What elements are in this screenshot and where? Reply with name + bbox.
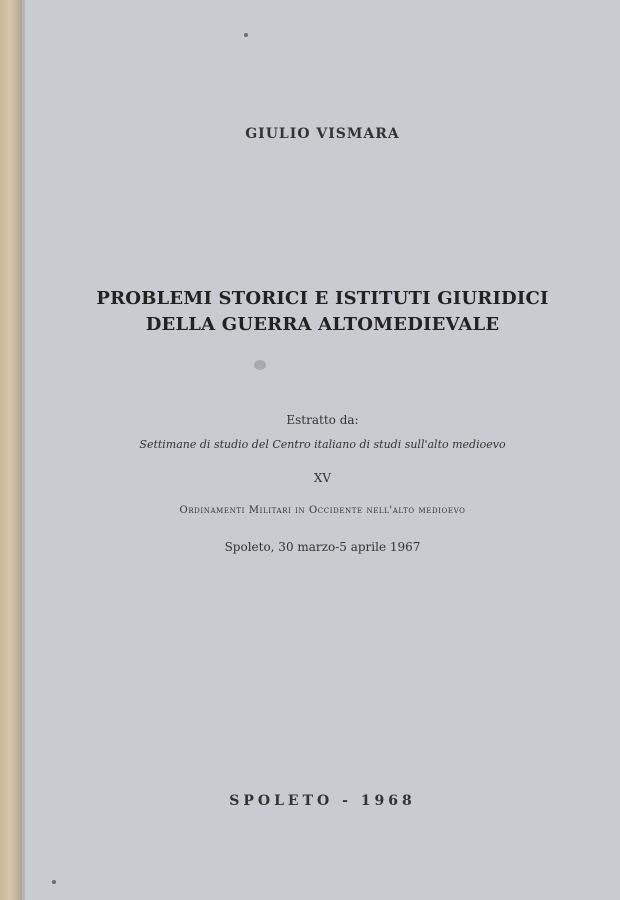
paper-speck [244,33,248,37]
title-line-2: DELLA GUERRA ALTOMEDIEVALE [145,314,500,335]
publication-imprint: SPOLETO - 1968 [229,793,416,809]
series-title: Settimane di studio del Centro italiano di studi sull'alto medioevo [139,438,506,451]
book-spine [0,0,22,900]
author-name: GIULIO VISMARA [245,126,400,142]
conference-place-date: Spoleto, 30 marzo-5 aprile 1967 [224,540,421,554]
paper-speck [254,360,266,370]
paper-speck [52,880,56,884]
volume-title: Ordinamenti Militari in Occidente nell'alto medioevo [179,505,466,516]
title-line-1: PROBLEMI STORICI E ISTITUTI GIURIDICI [96,288,549,309]
extract-label: Estratto da: [286,413,359,427]
volume-number: XV [313,471,332,485]
book-title [25,286,620,338]
